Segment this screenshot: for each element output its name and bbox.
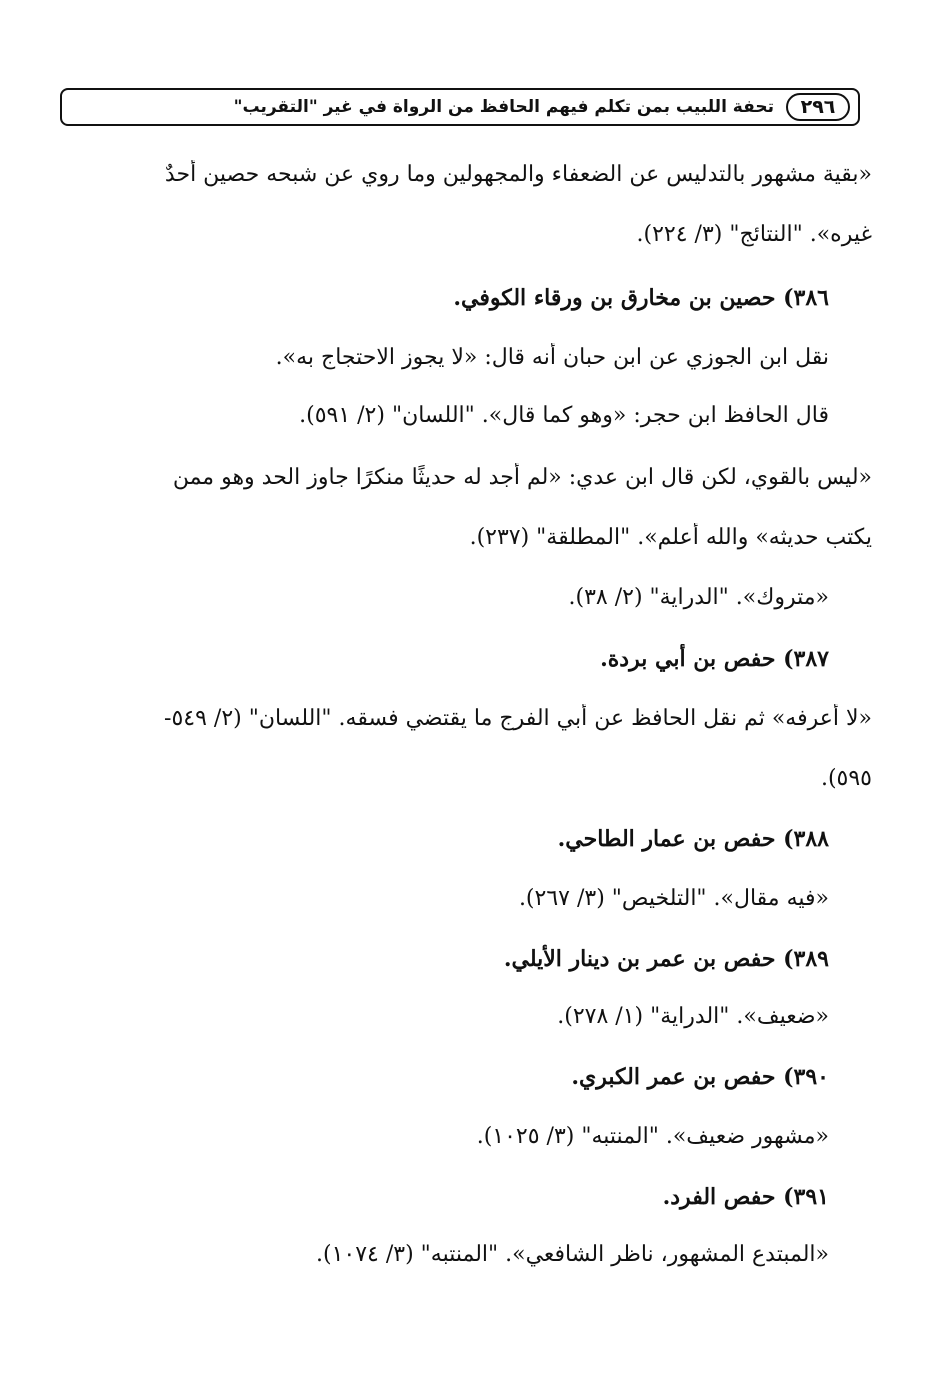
text-line: «ليس بالقوي، لكن قال ابن عدي: «لم أجد له حديثًا منكرًا جاوز الحد وهو ممن: [172, 465, 872, 490]
book-title: تحفة اللبيب بمن تكلم فيهم الحافظ من الرواة في غير "التقريب": [233, 97, 774, 117]
entry-heading: ٣٩٠) حفص بن عمر الكبري.: [571, 1064, 829, 1090]
entry-heading: ٣٨٦) حصين بن مخارق بن ورقاء الكوفي.: [453, 285, 829, 311]
text-line: «فيه مقال». "التلخيص" (٣/ ٢٦٧).: [518, 886, 829, 911]
text-line: غيره». "النتائج" (٣/ ٢٢٤).: [636, 222, 872, 247]
text-line: يكتب حديثه» والله أعلم». "المطلقة" (٢٣٧).: [469, 525, 872, 550]
text-line: «متروك». "الدراية" (٢/ ٣٨).: [568, 585, 829, 610]
text-line: ٥٩٥).: [820, 766, 872, 791]
entry-heading: ٣٨٨) حفص بن عمار الطاحي.: [557, 826, 829, 852]
entry-heading: ٣٨٩) حفص بن عمر بن دينار الأيلي.: [503, 946, 829, 972]
running-header: [60, 88, 860, 126]
text-line: نقل ابن الجوزي عن ابن حبان أنه قال: «لا يجوز الاحتجاج به».: [275, 345, 829, 370]
text-line: «مشهور ضعيف». "المنتبه" (٣/ ١٠٢٥).: [476, 1124, 829, 1149]
entry-heading: ٣٨٧) حفص بن أبي بردة.: [600, 646, 829, 672]
text-line: «ضعيف». "الدراية" (١/ ٢٧٨).: [557, 1004, 829, 1029]
text-line: «لا أعرفه» ثم نقل الحافظ عن أبي الفرج ما يقتضي فسقه. "اللسان" (٢/ ٥٤٩-: [164, 706, 872, 731]
text-line: قال الحافظ ابن حجر: «وهو كما قال». "اللسان" (٢/ ٥٩١).: [299, 403, 829, 428]
entry-heading: ٣٩١) حفص الفرد.: [662, 1184, 829, 1210]
page-number: ٢٩٦: [786, 93, 850, 121]
text-line: «بقية مشهور بالتدليس عن الضعفاء والمجهولين وما روي عن شبحه حصين أحدٌ: [164, 162, 872, 187]
text-line: «المبتدع المشهور، ناظر الشافعي». "المنتبه" (٣/ ١٠٧٤).: [316, 1242, 829, 1267]
